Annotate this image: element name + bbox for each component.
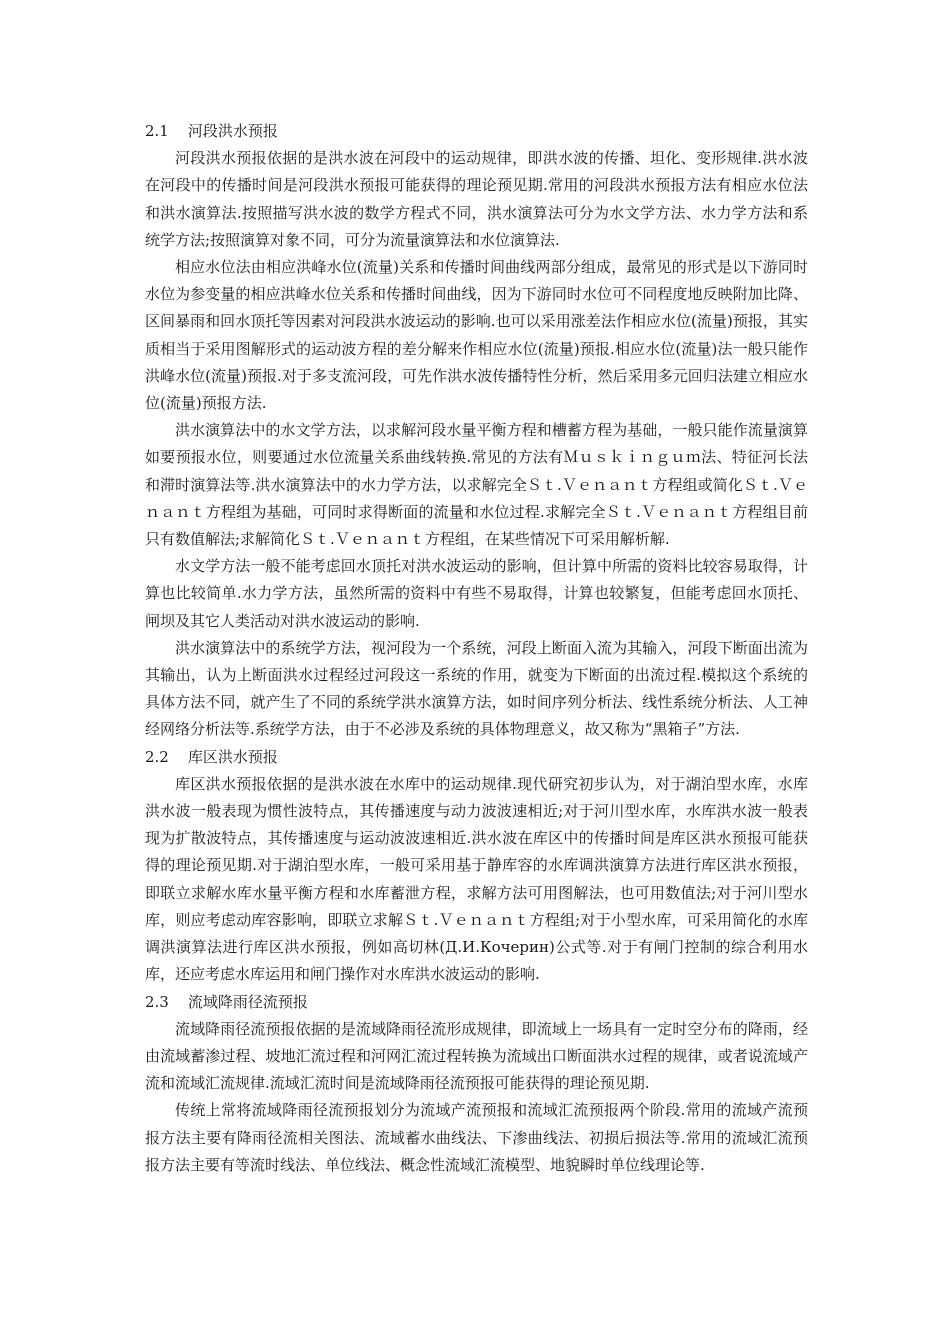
paragraph: 相应水位法由相应洪峰水位(流量)关系和传播时间曲线两部分组成，最常见的形式是以下游同时水位为参变量的相应洪峰水位关系和传播时间曲线，因为下游同时水位可不同程度地反映附加比降、区间暴雨和回水顶托等因素对河段洪水波运动的影响.也可以采用涨差法作相应水位(流量)预报，其实质相当于采用图解形式的运动波方程的差分解来作相应水位(流量)预报.相应水位(流量)法一般只能作洪峰水位(流量)预报.对于多支流河段，可先作洪水波传播特性分析，然后采用多元回归法建立相应水位(流量)预报方法. <box>145 258 808 413</box>
section-2-3 <box>145 989 808 1179</box>
paragraph: 水文学方法一般不能考虑回水顶托对洪水波运动的影响，但计算中所需的资料比较容易取得，计算也比较简单.水力学方法，虽然所需的资料中有些不易取得，计算也较繁复，但能考虑回水顶托、闸坝及其它人类活动对洪水波运动的影响. <box>145 557 808 630</box>
paragraph: 传统上常将流域降雨径流预报划分为流域产流预报和流域汇流预报两个阶段.常用的流域产流预报方法主要有降雨径流相关图法、流域蓄水曲线法、下渗曲线法、初损后损法等.常用的流域汇流预报方法主要有等流时线法、单位线法、概念性流域汇流模型、地貌瞬时单位线理论等. <box>145 1101 808 1174</box>
document-page <box>145 118 808 1179</box>
section-heading: 2.1 河段洪水预报 <box>145 122 278 140</box>
paragraph: 洪水演算法中的水文学方法，以求解河段水量平衡方程和槽蓄方程为基础，一般只能作流量演算如要预报水位，则要通过水位流量关系曲线转换.常见的方法有Ｍｕｓｋｉｎｇｕｍ法、特征河长法和滞时演算法等.洪水演算法中的水力学方法，以求解完全Ｓｔ.Ｖｅｎａｎｔ方程组或简化Ｓｔ.Ｖｅｎａｎｔ方程组为基础，可同时求得断面的流量和水位过程.求解完全Ｓｔ.Ｖｅｎａｎｔ方程组目前只有数值解法;求解简化Ｓｔ.Ｖｅｎａｎｔ方程组，在某些情况下可采用解析解. <box>145 421 808 549</box>
paragraph: 流域降雨径流预报依据的是流域降雨径流形成规律，即流域上一场具有一定时空分布的降雨，经由流域蓄渗过程、坡地汇流过程和河网汇流过程转换为流域出口断面洪水过程的规律，或者说流域产流和流域汇流规律.流域汇流时间是流域降雨径流预报可能获得的理论预见期. <box>145 1019 808 1093</box>
section-heading: 2.2 库区洪水预报 <box>145 747 278 766</box>
paragraph: 洪水演算法中的系统学方法，视河段为一个系统，河段上断面入流为其输入，河段下断面出流为其输出，认为上断面洪水过程经过河段这一系统的作用，就变为下断面的出流过程.模拟这个系统的具体方法不同，就产生了不同的系统学洪水演算方法，如时间序列分析法、线性系统分析法、人工神经网络分析法等.系统学方法，由于不必涉及系统的具体物理意义，故又称为“黑箱子”方法. <box>145 638 808 739</box>
section-heading: 2.3 流域降雨径流预报 <box>145 992 308 1011</box>
paragraph: 河段洪水预报依据的是洪水波在河段中的运动规律，即洪水波的传播、坦化、变形规律.洪水波在河段中的传播时间是河段洪水预报可能获得的理论预见期.常用的河段洪水预报方法有相应水位法和洪水演算法.按照描写洪水波的数学方程式不同，洪水演算法可分为水文学方法、水力学方法和系统学方法;按照演算对象不同，可分为流量演算法和水位演算法. <box>145 149 808 249</box>
paragraph: 库区洪水预报依据的是洪水波在水库中的运动规律.现代研究初步认为，对于湖泊型水库，水库洪水波一般表现为惯性波特点，其传播速度与动力波波速相近;对于河川型水库，水库洪水波一般表现为扩散波特点，其传播速度与运动波波速相近.洪水波在库区中的传播时间是库区洪水预报可能获得的理论预见期.对于湖泊型水库，一般可采用基于静库容的水库调洪演算方法进行库区洪水预报，即联立求解水库水量平衡方程和水库蓄泄方程，求解方法可用图解法，也可用数值法;对于河川型水库，则应考虑动库容影响，即联立求解Ｓｔ.Ｖｅｎａｎｔ方程组;对于小型水库，可采用简化的水库调洪演算法进行库区洪水预报，例如高切林(Д.И.Кочерин)公式等.对于有闸门控制的综合利用水库，还应考虑水库运用和闸门操作对水库洪水波运动的影响. <box>145 774 808 984</box>
section-2-2 <box>145 744 808 989</box>
section-2-1 <box>145 118 808 744</box>
